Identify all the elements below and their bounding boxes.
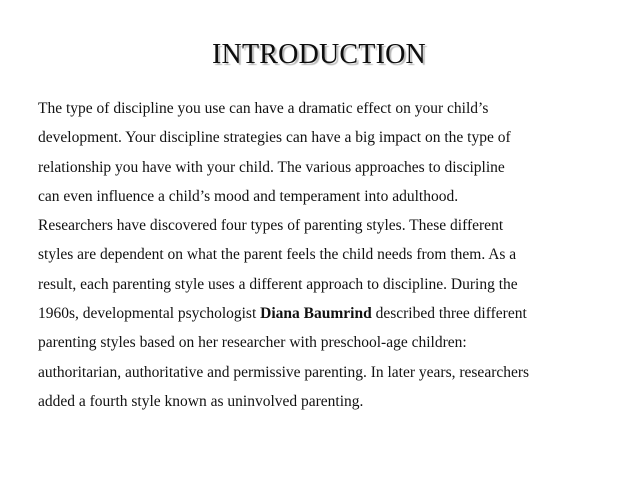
paragraph-line: The type of discipline you use can have a dramatic effect on your child’s (38, 100, 489, 117)
slide-title: INTRODUCTION (212, 39, 426, 70)
paragraph-line: parenting styles based on her researcher with preschool-age children: (38, 334, 467, 352)
paragraph-line: Researchers have discovered four types of parenting styles. These different (38, 217, 504, 235)
line-text-after: described three different (371, 305, 527, 323)
paragraph-line: relationship you have with your child. The various approaches to discipline (38, 158, 505, 176)
paragraph-line (38, 299, 613, 328)
paragraph-line: authoritarian, authoritative and permissive parenting. In later years, researchers (38, 363, 530, 381)
author-name: Diana Baumrind (260, 305, 372, 323)
paragraph-line: result, each parenting style uses a different approach to discipline. During the (38, 275, 518, 293)
paragraph-line: development. Your discipline strategies can have a big impact on the type of (38, 129, 511, 147)
body-paragraph (38, 94, 613, 416)
paragraph-line: can even influence a child’s mood and temperament into adulthood. (38, 187, 459, 205)
line-text-before: 1960s, developmental psychologist (38, 305, 261, 323)
paragraph-line: styles are dependent on what the parent feels the child needs from them. As a (38, 246, 517, 264)
paragraph-line: added a fourth style known as uninvolved parenting. (38, 392, 364, 410)
